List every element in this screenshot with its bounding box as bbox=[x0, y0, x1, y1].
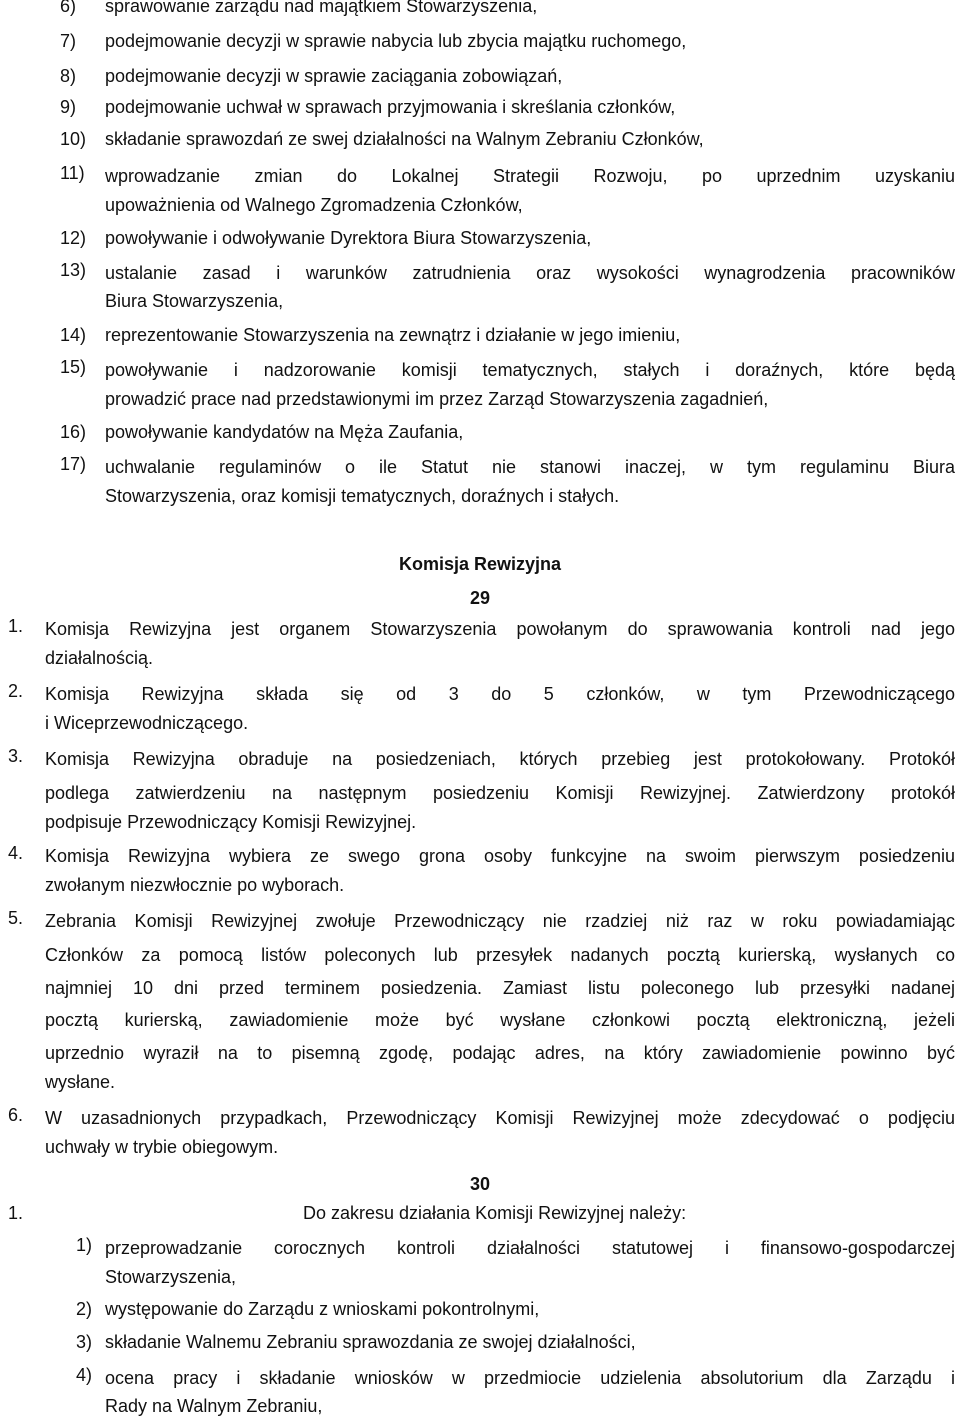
sub-list-item-text: składanie Walnemu Zebraniu sprawozdania ze swojej działalności, bbox=[105, 1332, 636, 1352]
sub-list-item-number: 4) bbox=[76, 1365, 93, 1385]
list-item-number: 1. bbox=[8, 1203, 24, 1223]
list-item-text-cont: uprzednio wyraził na to pisemną zgodę, podając adres, na który zawiadomienie powinno być bbox=[45, 1043, 955, 1063]
list-item-text-cont: prowadzić prace nad przedstawionymi im przez Zarząd Stowarzyszenia zagadnień, bbox=[105, 389, 769, 409]
list-item-number: 9) bbox=[60, 97, 77, 117]
sub-list-item-text-cont: Stowarzyszenia, bbox=[105, 1267, 237, 1287]
list-item-number: 14) bbox=[60, 325, 87, 345]
sub-list-item-text: występowanie do Zarządu z wnioskami pokontrolnymi, bbox=[105, 1299, 540, 1319]
list-item-text: składanie sprawozdań ze swej działalności na Walnym Zebraniu Członków, bbox=[105, 129, 704, 149]
list-item-number: 7) bbox=[60, 31, 77, 51]
sub-list-item-number: 1) bbox=[76, 1235, 93, 1255]
list-item-text: Komisja Rewizyjna składa się od 3 do 5 członków, w tym Przewodniczącego bbox=[45, 684, 955, 704]
list-item-number: 16) bbox=[60, 422, 87, 442]
list-item-text-cont: Członków za pomocą listów poleconych lub przesyłek nadanych pocztą kurierską, wysłanych co bbox=[45, 945, 955, 965]
list-item-text-cont: Stowarzyszenia, oraz komisji tematycznych, doraźnych i stałych. bbox=[105, 486, 620, 506]
list-item-text: wprowadzanie zmian do Lokalnej Strategii Rozwoju, po uprzednim uzyskaniu bbox=[105, 166, 955, 186]
list-item-text-cont: upoważnienia od Walnego Zgromadzenia Członków, bbox=[105, 195, 523, 215]
list-item-number: 17) bbox=[60, 454, 87, 474]
list-item-number: 4. bbox=[8, 843, 24, 863]
sub-list-item-text: ocena pracy i składanie wniosków w przedmiocie udzielenia absolutorium dla Zarządu i bbox=[105, 1368, 955, 1388]
list-item-text: sprawowanie zarządu nad majątkiem Stowarzyszenia, bbox=[105, 0, 538, 16]
list-item-number: 8) bbox=[60, 66, 77, 86]
paragraph-number: 29 bbox=[469, 588, 491, 608]
paragraph-number: 30 bbox=[469, 1174, 491, 1194]
list-item-text-cont: uchwały w trybie obiegowym. bbox=[45, 1137, 279, 1157]
list-item-number: 6. bbox=[8, 1105, 24, 1125]
list-item-text: uchwalanie regulaminów o ile Statut nie stanowi inaczej, w tym regulaminu Biura bbox=[105, 457, 955, 477]
list-item-text: Do zakresu działania Komisji Rewizyjnej należy: bbox=[303, 1203, 687, 1223]
list-item-text-cont: i Wiceprzewodniczącego. bbox=[45, 713, 249, 733]
list-item-text: Komisja Rewizyjna wybiera ze swego grona osoby funkcyjne na swoim pierwszym posiedzeniu bbox=[45, 846, 955, 866]
list-item-number: 15) bbox=[60, 357, 87, 377]
section-heading: Komisja Rewizyjna bbox=[398, 554, 562, 574]
list-item-number: 2. bbox=[8, 681, 24, 701]
list-item-text-cont: Biura Stowarzyszenia, bbox=[105, 291, 284, 311]
sub-list-item-text: przeprowadzanie corocznych kontroli działalności statutowej i finansowo-gospodarczej bbox=[105, 1238, 955, 1258]
list-item-text-cont: zwołanym niezwłocznie po wyborach. bbox=[45, 875, 345, 895]
paragraph-title-29 bbox=[0, 584, 960, 612]
list-item-number: 5. bbox=[8, 908, 24, 928]
list-item-text: W uzasadnionych przypadkach, Przewodniczący Komisji Rewizyjnej może zdecydować o podjęciu bbox=[45, 1108, 955, 1128]
list-item-text: ustalanie zasad i warunków zatrudnienia oraz wysokości wynagrodzenia pracowników bbox=[105, 263, 955, 283]
list-item-text: podejmowanie decyzji w sprawie nabycia lub zbycia majątku ruchomego, bbox=[105, 31, 687, 51]
list-item-text: Zebrania Komisji Rewizyjnej zwołuje Przewodniczący nie rzadziej niż raz w roku powiadamiając bbox=[45, 911, 955, 931]
list-item-number: 3. bbox=[8, 746, 24, 766]
list-item-number: 6) bbox=[60, 0, 77, 16]
list-item-number: 11) bbox=[60, 163, 85, 183]
list-item-text: powoływanie i nadzorowanie komisji tematycznych, stałych i doraźnych, które będą bbox=[105, 360, 955, 380]
list-item-text: reprezentowanie Stowarzyszenia na zewnątrz i działanie w jego imieniu, bbox=[105, 325, 681, 345]
list-item-text: podejmowanie decyzji w sprawie zaciągania zobowiązań, bbox=[105, 66, 563, 86]
list-item-text: podejmowanie uchwał w sprawach przyjmowania i skreślania członków, bbox=[105, 97, 676, 117]
list-item-number: 13) bbox=[60, 260, 87, 280]
list-item-text: Komisja Rewizyjna jest organem Stowarzyszenia powołanym do sprawowania kontroli nad jego bbox=[45, 619, 955, 639]
list-item-text: powoływanie kandydatów na Męża Zaufania, bbox=[105, 422, 464, 442]
list-item-number: 1. bbox=[8, 616, 24, 636]
list-item-text-cont: podlega zatwierdzeniu na następnym posiedzeniu Komisji Rewizyjnej. Zatwierdzony protokół bbox=[45, 783, 955, 803]
list-item-text-cont: pocztą kurierską, zawiadomienie może być wysłane członkowi pocztą elektroniczną, jeżeli bbox=[45, 1010, 955, 1030]
list-item-text-cont: wysłane. bbox=[45, 1072, 116, 1092]
list-item-text: Komisja Rewizyjna obraduje na posiedzeniach, których przebieg jest protokołowany. Protokół bbox=[45, 749, 955, 769]
list-item-number: 12) bbox=[60, 228, 87, 248]
list-item-text-cont: podpisuje Przewodniczący Komisji Rewizyjnej. bbox=[45, 812, 417, 832]
list-item-text: powoływanie i odwoływanie Dyrektora Biura Stowarzyszenia, bbox=[105, 228, 592, 248]
sub-list-item-text-cont: Rady na Walnym Zebraniu, bbox=[105, 1396, 323, 1416]
sub-list-item-number: 3) bbox=[76, 1332, 93, 1352]
list-item-number: 10) bbox=[60, 129, 87, 149]
list-item-text-cont: najmniej 10 dni przed terminem posiedzenia. Zamiast listu poleconego lub przesyłki nadanej bbox=[45, 978, 955, 998]
sub-list-item-number: 2) bbox=[76, 1299, 93, 1319]
list-item-text-cont: działalnością. bbox=[45, 648, 154, 668]
paragraph-title-30 bbox=[0, 1170, 960, 1198]
